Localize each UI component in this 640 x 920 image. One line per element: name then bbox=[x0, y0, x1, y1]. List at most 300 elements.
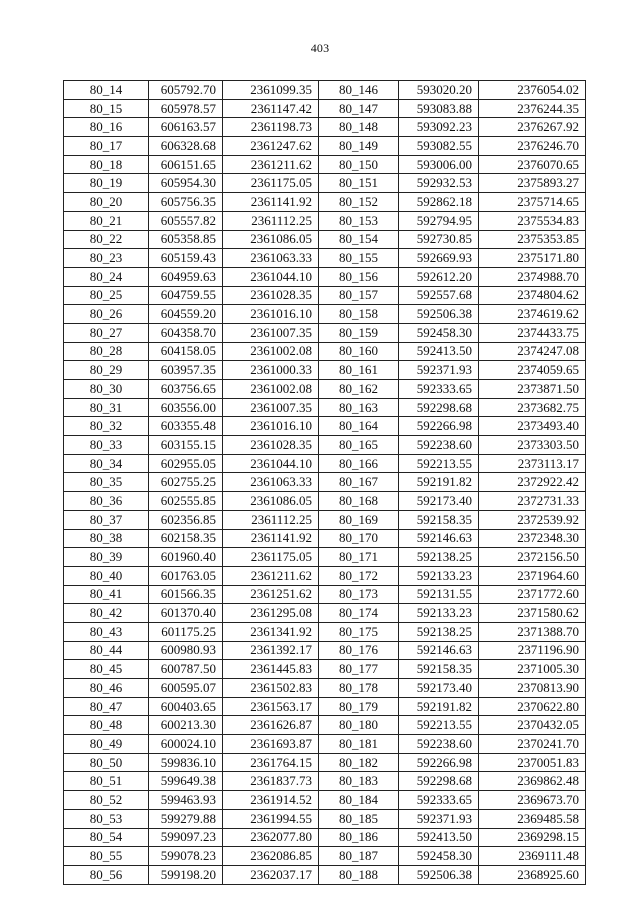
y-coordinate-cell: 2371580.62 bbox=[479, 604, 586, 623]
table-row bbox=[64, 604, 586, 623]
y-coordinate-cell: 2372348.30 bbox=[479, 529, 586, 548]
point-id-cell: 80_166 bbox=[319, 454, 399, 473]
point-id-cell: 80_148 bbox=[319, 118, 399, 137]
x-coordinate-cell: 592730.85 bbox=[399, 230, 479, 249]
point-id-cell: 80_40 bbox=[64, 566, 149, 585]
point-id-cell: 80_172 bbox=[319, 566, 399, 585]
table-row bbox=[64, 342, 586, 361]
y-coordinate-cell: 2361994.55 bbox=[223, 809, 319, 828]
y-coordinate-cell: 2371772.60 bbox=[479, 585, 586, 604]
point-id-cell: 80_20 bbox=[64, 193, 149, 212]
x-coordinate-cell: 592138.25 bbox=[399, 548, 479, 567]
y-coordinate-cell: 2374247.08 bbox=[479, 342, 586, 361]
point-id-cell: 80_170 bbox=[319, 529, 399, 548]
x-coordinate-cell: 604959.63 bbox=[149, 267, 223, 286]
y-coordinate-cell: 2372539.92 bbox=[479, 510, 586, 529]
point-id-cell: 80_185 bbox=[319, 809, 399, 828]
point-id-cell: 80_151 bbox=[319, 174, 399, 193]
point-id-cell: 80_175 bbox=[319, 622, 399, 641]
table-row bbox=[64, 155, 586, 174]
table-row bbox=[64, 697, 586, 716]
y-coordinate-cell: 2371388.70 bbox=[479, 622, 586, 641]
table-row bbox=[64, 398, 586, 417]
y-coordinate-cell: 2362077.80 bbox=[223, 828, 319, 847]
y-coordinate-cell: 2373871.50 bbox=[479, 380, 586, 399]
table-row bbox=[64, 679, 586, 698]
y-coordinate-cell: 2361086.05 bbox=[223, 492, 319, 511]
y-coordinate-cell: 2361341.92 bbox=[223, 622, 319, 641]
y-coordinate-cell: 2361198.73 bbox=[223, 118, 319, 137]
point-id-cell: 80_54 bbox=[64, 828, 149, 847]
x-coordinate-cell: 603756.65 bbox=[149, 380, 223, 399]
point-id-cell: 80_176 bbox=[319, 641, 399, 660]
point-id-cell: 80_31 bbox=[64, 398, 149, 417]
x-coordinate-cell: 592413.50 bbox=[399, 828, 479, 847]
point-id-cell: 80_39 bbox=[64, 548, 149, 567]
y-coordinate-cell: 2374988.70 bbox=[479, 267, 586, 286]
table-row bbox=[64, 809, 586, 828]
x-coordinate-cell: 604759.55 bbox=[149, 286, 223, 305]
y-coordinate-cell: 2370241.70 bbox=[479, 735, 586, 754]
y-coordinate-cell: 2371964.60 bbox=[479, 566, 586, 585]
table-row bbox=[64, 716, 586, 735]
x-coordinate-cell: 592138.25 bbox=[399, 622, 479, 641]
x-coordinate-cell: 599463.93 bbox=[149, 791, 223, 810]
y-coordinate-cell: 2361392.17 bbox=[223, 641, 319, 660]
table-row bbox=[64, 211, 586, 230]
y-coordinate-cell: 2361141.92 bbox=[223, 529, 319, 548]
x-coordinate-cell: 592557.68 bbox=[399, 286, 479, 305]
x-coordinate-cell: 602955.05 bbox=[149, 454, 223, 473]
x-coordinate-cell: 592298.68 bbox=[399, 398, 479, 417]
y-coordinate-cell: 2369485.58 bbox=[479, 809, 586, 828]
point-id-cell: 80_38 bbox=[64, 529, 149, 548]
x-coordinate-cell: 592333.65 bbox=[399, 791, 479, 810]
y-coordinate-cell: 2372922.42 bbox=[479, 473, 586, 492]
table-row bbox=[64, 267, 586, 286]
point-id-cell: 80_154 bbox=[319, 230, 399, 249]
table-row bbox=[64, 753, 586, 772]
point-id-cell: 80_23 bbox=[64, 249, 149, 268]
table-row bbox=[64, 492, 586, 511]
table-row bbox=[64, 660, 586, 679]
point-id-cell: 80_150 bbox=[319, 155, 399, 174]
x-coordinate-cell: 592413.50 bbox=[399, 342, 479, 361]
x-coordinate-cell: 605978.57 bbox=[149, 99, 223, 118]
y-coordinate-cell: 2372731.33 bbox=[479, 492, 586, 511]
x-coordinate-cell: 601763.05 bbox=[149, 566, 223, 585]
point-id-cell: 80_186 bbox=[319, 828, 399, 847]
point-id-cell: 80_160 bbox=[319, 342, 399, 361]
point-id-cell: 80_15 bbox=[64, 99, 149, 118]
x-coordinate-cell: 600787.50 bbox=[149, 660, 223, 679]
y-coordinate-cell: 2361028.35 bbox=[223, 286, 319, 305]
point-id-cell: 80_153 bbox=[319, 211, 399, 230]
y-coordinate-cell: 2361007.35 bbox=[223, 398, 319, 417]
x-coordinate-cell: 606163.57 bbox=[149, 118, 223, 137]
table-row bbox=[64, 99, 586, 118]
x-coordinate-cell: 605792.70 bbox=[149, 81, 223, 100]
point-id-cell: 80_169 bbox=[319, 510, 399, 529]
point-id-cell: 80_21 bbox=[64, 211, 149, 230]
table-row bbox=[64, 380, 586, 399]
point-id-cell: 80_24 bbox=[64, 267, 149, 286]
x-coordinate-cell: 600213.30 bbox=[149, 716, 223, 735]
point-id-cell: 80_16 bbox=[64, 118, 149, 137]
x-coordinate-cell: 592146.63 bbox=[399, 641, 479, 660]
y-coordinate-cell: 2376246.70 bbox=[479, 137, 586, 156]
point-id-cell: 80_32 bbox=[64, 417, 149, 436]
point-id-cell: 80_181 bbox=[319, 735, 399, 754]
x-coordinate-cell: 592173.40 bbox=[399, 679, 479, 698]
x-coordinate-cell: 605954.30 bbox=[149, 174, 223, 193]
table-row bbox=[64, 847, 586, 866]
point-id-cell: 80_171 bbox=[319, 548, 399, 567]
y-coordinate-cell: 2361044.10 bbox=[223, 454, 319, 473]
y-coordinate-cell: 2373493.40 bbox=[479, 417, 586, 436]
x-coordinate-cell: 599097.23 bbox=[149, 828, 223, 847]
point-id-cell: 80_33 bbox=[64, 436, 149, 455]
y-coordinate-cell: 2370051.83 bbox=[479, 753, 586, 772]
table-row bbox=[64, 118, 586, 137]
y-coordinate-cell: 2374619.62 bbox=[479, 305, 586, 324]
table-row bbox=[64, 454, 586, 473]
point-id-cell: 80_45 bbox=[64, 660, 149, 679]
point-id-cell: 80_49 bbox=[64, 735, 149, 754]
point-id-cell: 80_187 bbox=[319, 847, 399, 866]
point-id-cell: 80_168 bbox=[319, 492, 399, 511]
point-id-cell: 80_41 bbox=[64, 585, 149, 604]
y-coordinate-cell: 2362086.85 bbox=[223, 847, 319, 866]
y-coordinate-cell: 2370432.05 bbox=[479, 716, 586, 735]
y-coordinate-cell: 2361112.25 bbox=[223, 510, 319, 529]
y-coordinate-cell: 2361016.10 bbox=[223, 305, 319, 324]
y-coordinate-cell: 2361112.25 bbox=[223, 211, 319, 230]
point-id-cell: 80_42 bbox=[64, 604, 149, 623]
x-coordinate-cell: 602158.35 bbox=[149, 529, 223, 548]
x-coordinate-cell: 603556.00 bbox=[149, 398, 223, 417]
y-coordinate-cell: 2361044.10 bbox=[223, 267, 319, 286]
y-coordinate-cell: 2374804.62 bbox=[479, 286, 586, 305]
point-id-cell: 80_37 bbox=[64, 510, 149, 529]
y-coordinate-cell: 2361002.08 bbox=[223, 380, 319, 399]
point-id-cell: 80_47 bbox=[64, 697, 149, 716]
x-coordinate-cell: 599836.10 bbox=[149, 753, 223, 772]
y-coordinate-cell: 2372156.50 bbox=[479, 548, 586, 567]
x-coordinate-cell: 601566.35 bbox=[149, 585, 223, 604]
y-coordinate-cell: 2361063.33 bbox=[223, 249, 319, 268]
point-id-cell: 80_178 bbox=[319, 679, 399, 698]
point-id-cell: 80_155 bbox=[319, 249, 399, 268]
table-row bbox=[64, 548, 586, 567]
x-coordinate-cell: 604358.70 bbox=[149, 323, 223, 342]
y-coordinate-cell: 2361175.05 bbox=[223, 548, 319, 567]
point-id-cell: 80_43 bbox=[64, 622, 149, 641]
point-id-cell: 80_184 bbox=[319, 791, 399, 810]
point-id-cell: 80_46 bbox=[64, 679, 149, 698]
y-coordinate-cell: 2361247.62 bbox=[223, 137, 319, 156]
point-id-cell: 80_44 bbox=[64, 641, 149, 660]
y-coordinate-cell: 2371005.30 bbox=[479, 660, 586, 679]
x-coordinate-cell: 603355.48 bbox=[149, 417, 223, 436]
point-id-cell: 80_30 bbox=[64, 380, 149, 399]
point-id-cell: 80_182 bbox=[319, 753, 399, 772]
y-coordinate-cell: 2361211.62 bbox=[223, 155, 319, 174]
y-coordinate-cell: 2361211.62 bbox=[223, 566, 319, 585]
table-row bbox=[64, 286, 586, 305]
x-coordinate-cell: 592213.55 bbox=[399, 716, 479, 735]
y-coordinate-cell: 2374059.65 bbox=[479, 361, 586, 380]
point-id-cell: 80_28 bbox=[64, 342, 149, 361]
x-coordinate-cell: 592458.30 bbox=[399, 323, 479, 342]
y-coordinate-cell: 2361063.33 bbox=[223, 473, 319, 492]
x-coordinate-cell: 599198.20 bbox=[149, 865, 223, 884]
table-row bbox=[64, 735, 586, 754]
point-id-cell: 80_51 bbox=[64, 772, 149, 791]
point-id-cell: 80_161 bbox=[319, 361, 399, 380]
x-coordinate-cell: 600595.07 bbox=[149, 679, 223, 698]
y-coordinate-cell: 2375714.65 bbox=[479, 193, 586, 212]
x-coordinate-cell: 592266.98 bbox=[399, 753, 479, 772]
y-coordinate-cell: 2368925.60 bbox=[479, 865, 586, 884]
point-id-cell: 80_147 bbox=[319, 99, 399, 118]
y-coordinate-cell: 2361016.10 bbox=[223, 417, 319, 436]
x-coordinate-cell: 592371.93 bbox=[399, 361, 479, 380]
y-coordinate-cell: 2369111.48 bbox=[479, 847, 586, 866]
point-id-cell: 80_22 bbox=[64, 230, 149, 249]
y-coordinate-cell: 2376244.35 bbox=[479, 99, 586, 118]
table-row bbox=[64, 436, 586, 455]
table-row bbox=[64, 772, 586, 791]
y-coordinate-cell: 2361914.52 bbox=[223, 791, 319, 810]
x-coordinate-cell: 592333.65 bbox=[399, 380, 479, 399]
y-coordinate-cell: 2361693.87 bbox=[223, 735, 319, 754]
x-coordinate-cell: 592458.30 bbox=[399, 847, 479, 866]
table-row bbox=[64, 323, 586, 342]
table-row bbox=[64, 361, 586, 380]
y-coordinate-cell: 2376054.02 bbox=[479, 81, 586, 100]
point-id-cell: 80_36 bbox=[64, 492, 149, 511]
y-coordinate-cell: 2361175.05 bbox=[223, 174, 319, 193]
y-coordinate-cell: 2361445.83 bbox=[223, 660, 319, 679]
table-row bbox=[64, 791, 586, 810]
y-coordinate-cell: 2370813.90 bbox=[479, 679, 586, 698]
point-id-cell: 80_156 bbox=[319, 267, 399, 286]
y-coordinate-cell: 2361295.08 bbox=[223, 604, 319, 623]
table-row bbox=[64, 641, 586, 660]
y-coordinate-cell: 2373303.50 bbox=[479, 436, 586, 455]
y-coordinate-cell: 2376267.92 bbox=[479, 118, 586, 137]
y-coordinate-cell: 2362037.17 bbox=[223, 865, 319, 884]
x-coordinate-cell: 600980.93 bbox=[149, 641, 223, 660]
point-id-cell: 80_183 bbox=[319, 772, 399, 791]
x-coordinate-cell: 593082.55 bbox=[399, 137, 479, 156]
point-id-cell: 80_19 bbox=[64, 174, 149, 193]
y-coordinate-cell: 2374433.75 bbox=[479, 323, 586, 342]
x-coordinate-cell: 592146.63 bbox=[399, 529, 479, 548]
x-coordinate-cell: 603155.15 bbox=[149, 436, 223, 455]
y-coordinate-cell: 2375353.85 bbox=[479, 230, 586, 249]
x-coordinate-cell: 606151.65 bbox=[149, 155, 223, 174]
table-row bbox=[64, 865, 586, 884]
x-coordinate-cell: 592158.35 bbox=[399, 510, 479, 529]
x-coordinate-cell: 603957.35 bbox=[149, 361, 223, 380]
y-coordinate-cell: 2361007.35 bbox=[223, 323, 319, 342]
point-id-cell: 80_18 bbox=[64, 155, 149, 174]
y-coordinate-cell: 2361764.15 bbox=[223, 753, 319, 772]
coordinates-table-body bbox=[64, 81, 586, 885]
point-id-cell: 80_35 bbox=[64, 473, 149, 492]
x-coordinate-cell: 592238.60 bbox=[399, 735, 479, 754]
point-id-cell: 80_48 bbox=[64, 716, 149, 735]
point-id-cell: 80_29 bbox=[64, 361, 149, 380]
point-id-cell: 80_180 bbox=[319, 716, 399, 735]
x-coordinate-cell: 605159.43 bbox=[149, 249, 223, 268]
table-row bbox=[64, 137, 586, 156]
x-coordinate-cell: 593020.20 bbox=[399, 81, 479, 100]
y-coordinate-cell: 2375171.80 bbox=[479, 249, 586, 268]
x-coordinate-cell: 592213.55 bbox=[399, 454, 479, 473]
x-coordinate-cell: 592173.40 bbox=[399, 492, 479, 511]
x-coordinate-cell: 604158.05 bbox=[149, 342, 223, 361]
point-id-cell: 80_17 bbox=[64, 137, 149, 156]
x-coordinate-cell: 601960.40 bbox=[149, 548, 223, 567]
point-id-cell: 80_25 bbox=[64, 286, 149, 305]
table-row bbox=[64, 510, 586, 529]
x-coordinate-cell: 604559.20 bbox=[149, 305, 223, 324]
y-coordinate-cell: 2361002.08 bbox=[223, 342, 319, 361]
y-coordinate-cell: 2361028.35 bbox=[223, 436, 319, 455]
y-coordinate-cell: 2361251.62 bbox=[223, 585, 319, 604]
x-coordinate-cell: 606328.68 bbox=[149, 137, 223, 156]
point-id-cell: 80_34 bbox=[64, 454, 149, 473]
y-coordinate-cell: 2373682.75 bbox=[479, 398, 586, 417]
table-row bbox=[64, 193, 586, 212]
x-coordinate-cell: 592794.95 bbox=[399, 211, 479, 230]
x-coordinate-cell: 592191.82 bbox=[399, 697, 479, 716]
y-coordinate-cell: 2361086.05 bbox=[223, 230, 319, 249]
point-id-cell: 80_164 bbox=[319, 417, 399, 436]
x-coordinate-cell: 592506.38 bbox=[399, 865, 479, 884]
x-coordinate-cell: 602555.85 bbox=[149, 492, 223, 511]
point-id-cell: 80_157 bbox=[319, 286, 399, 305]
x-coordinate-cell: 592238.60 bbox=[399, 436, 479, 455]
x-coordinate-cell: 602356.85 bbox=[149, 510, 223, 529]
point-id-cell: 80_14 bbox=[64, 81, 149, 100]
point-id-cell: 80_162 bbox=[319, 380, 399, 399]
x-coordinate-cell: 601370.40 bbox=[149, 604, 223, 623]
x-coordinate-cell: 599078.23 bbox=[149, 847, 223, 866]
point-id-cell: 80_50 bbox=[64, 753, 149, 772]
point-id-cell: 80_165 bbox=[319, 436, 399, 455]
x-coordinate-cell: 605358.85 bbox=[149, 230, 223, 249]
x-coordinate-cell: 592371.93 bbox=[399, 809, 479, 828]
y-coordinate-cell: 2375534.83 bbox=[479, 211, 586, 230]
x-coordinate-cell: 599279.88 bbox=[149, 809, 223, 828]
x-coordinate-cell: 602755.25 bbox=[149, 473, 223, 492]
table-row bbox=[64, 529, 586, 548]
y-coordinate-cell: 2361563.17 bbox=[223, 697, 319, 716]
y-coordinate-cell: 2361626.87 bbox=[223, 716, 319, 735]
point-id-cell: 80_146 bbox=[319, 81, 399, 100]
table-row bbox=[64, 417, 586, 436]
y-coordinate-cell: 2371196.90 bbox=[479, 641, 586, 660]
point-id-cell: 80_177 bbox=[319, 660, 399, 679]
y-coordinate-cell: 2361099.35 bbox=[223, 81, 319, 100]
point-id-cell: 80_52 bbox=[64, 791, 149, 810]
y-coordinate-cell: 2369862.48 bbox=[479, 772, 586, 791]
point-id-cell: 80_188 bbox=[319, 865, 399, 884]
y-coordinate-cell: 2369298.15 bbox=[479, 828, 586, 847]
x-coordinate-cell: 592191.82 bbox=[399, 473, 479, 492]
x-coordinate-cell: 592298.68 bbox=[399, 772, 479, 791]
point-id-cell: 80_152 bbox=[319, 193, 399, 212]
y-coordinate-cell: 2373113.17 bbox=[479, 454, 586, 473]
table-row bbox=[64, 585, 586, 604]
x-coordinate-cell: 601175.25 bbox=[149, 622, 223, 641]
y-coordinate-cell: 2361141.92 bbox=[223, 193, 319, 212]
x-coordinate-cell: 592862.18 bbox=[399, 193, 479, 212]
y-coordinate-cell: 2361502.83 bbox=[223, 679, 319, 698]
y-coordinate-cell: 2376070.65 bbox=[479, 155, 586, 174]
x-coordinate-cell: 592506.38 bbox=[399, 305, 479, 324]
x-coordinate-cell: 592131.55 bbox=[399, 585, 479, 604]
point-id-cell: 80_27 bbox=[64, 323, 149, 342]
table-row bbox=[64, 230, 586, 249]
table-row bbox=[64, 473, 586, 492]
x-coordinate-cell: 605756.35 bbox=[149, 193, 223, 212]
x-coordinate-cell: 592669.93 bbox=[399, 249, 479, 268]
x-coordinate-cell: 592612.20 bbox=[399, 267, 479, 286]
point-id-cell: 80_173 bbox=[319, 585, 399, 604]
point-id-cell: 80_53 bbox=[64, 809, 149, 828]
point-id-cell: 80_149 bbox=[319, 137, 399, 156]
point-id-cell: 80_174 bbox=[319, 604, 399, 623]
x-coordinate-cell: 592133.23 bbox=[399, 604, 479, 623]
y-coordinate-cell: 2361147.42 bbox=[223, 99, 319, 118]
point-id-cell: 80_163 bbox=[319, 398, 399, 417]
point-id-cell: 80_159 bbox=[319, 323, 399, 342]
x-coordinate-cell: 600403.65 bbox=[149, 697, 223, 716]
table-row bbox=[64, 249, 586, 268]
table-row bbox=[64, 81, 586, 100]
y-coordinate-cell: 2370622.80 bbox=[479, 697, 586, 716]
point-id-cell: 80_26 bbox=[64, 305, 149, 324]
coordinates-table bbox=[63, 80, 586, 885]
table-row bbox=[64, 828, 586, 847]
y-coordinate-cell: 2369673.70 bbox=[479, 791, 586, 810]
table-row bbox=[64, 305, 586, 324]
x-coordinate-cell: 592158.35 bbox=[399, 660, 479, 679]
page-number: 403 bbox=[310, 41, 330, 55]
x-coordinate-cell: 593092.23 bbox=[399, 118, 479, 137]
x-coordinate-cell: 600024.10 bbox=[149, 735, 223, 754]
y-coordinate-cell: 2375893.27 bbox=[479, 174, 586, 193]
point-id-cell: 80_179 bbox=[319, 697, 399, 716]
table-row bbox=[64, 622, 586, 641]
x-coordinate-cell: 599649.38 bbox=[149, 772, 223, 791]
x-coordinate-cell: 605557.82 bbox=[149, 211, 223, 230]
x-coordinate-cell: 593006.00 bbox=[399, 155, 479, 174]
point-id-cell: 80_158 bbox=[319, 305, 399, 324]
point-id-cell: 80_55 bbox=[64, 847, 149, 866]
x-coordinate-cell: 593083.88 bbox=[399, 99, 479, 118]
point-id-cell: 80_56 bbox=[64, 865, 149, 884]
y-coordinate-cell: 2361000.33 bbox=[223, 361, 319, 380]
x-coordinate-cell: 592133.23 bbox=[399, 566, 479, 585]
y-coordinate-cell: 2361837.73 bbox=[223, 772, 319, 791]
x-coordinate-cell: 592932.53 bbox=[399, 174, 479, 193]
